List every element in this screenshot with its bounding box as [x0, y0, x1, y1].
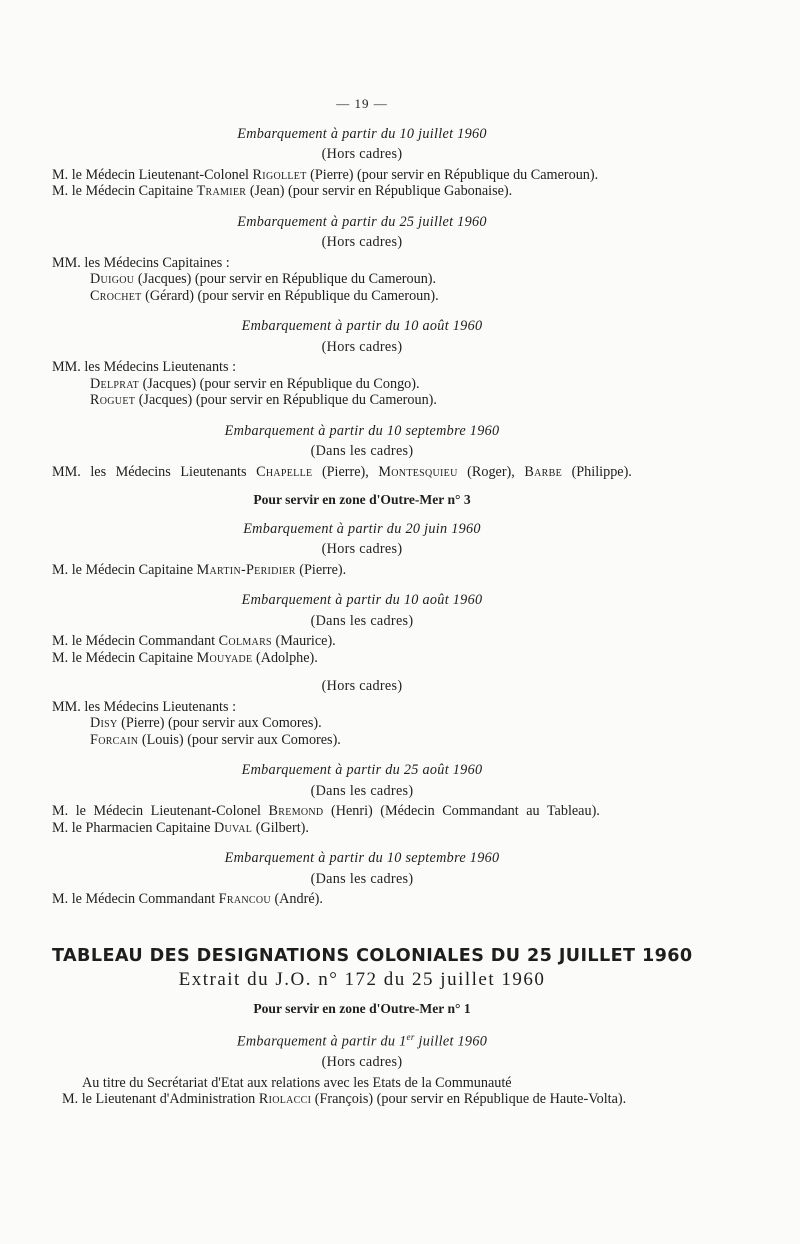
embarkation-heading: Embarquement à partir du 10 août 1960 [241, 318, 483, 334]
surname: Barbe [524, 463, 563, 480]
page-number: — 19 — [336, 96, 388, 111]
assignment-entry: Delprat (Jacques) (pour servir en République du Congo). [90, 375, 420, 392]
assignment-entry: M. le Lieutenant d'Administration Riolacci (François) (pour servir en République de Haute-Volta). [62, 1091, 627, 1108]
surname: Roguet [90, 392, 136, 408]
cadres-label: (Hors cadres) [321, 541, 403, 557]
embarkation-heading: Embarquement à partir du 1er juillet 1960 [236, 1032, 488, 1050]
embarkation-heading: Embarquement à partir du 10 août 1960 [241, 592, 483, 608]
assignment-entry: M. le Médecin Commandant Francou (André). [52, 891, 323, 907]
surname: Riolacci [258, 1091, 312, 1108]
embarkation-heading: Embarquement à partir du 25 juillet 1960 [237, 213, 487, 230]
embarkation-heading: Embarquement à partir du 25 août 1960 [241, 762, 483, 778]
embarkation-heading: Embarquement à partir du 20 juin 1960 [243, 520, 481, 537]
surname: Mouyade [196, 649, 253, 666]
surname: Tramier [196, 183, 247, 199]
surname: Colmars [218, 633, 272, 649]
cadres-label: (Hors cadres) [321, 1054, 403, 1071]
embarkation-heading: Embarquement à partir du 10 septembre 1960 [224, 422, 500, 439]
assignment-entry: M. le Médecin Lieutenant-Colonel Bremond (Henri) (Médecin Commandant au Tableau). [52, 803, 600, 819]
assignment-entry: Duigou (Jacques) (pour servir en République du Cameroun). [90, 271, 437, 287]
surname: Duigou [90, 271, 135, 287]
assignment-entry: Roguet (Jacques) (pour servir en République du Cameroun). [90, 392, 437, 408]
cadres-label: (Dans les cadres) [310, 782, 414, 799]
group-intro: MM. les Médecins Lieutenants : [52, 698, 237, 715]
surname: Forcain [90, 731, 139, 748]
assignment-entry: Disy (Pierre) (pour servir aux Comores). [90, 715, 322, 731]
assignment-entry: M. le Pharmacien Capitaine Duval (Gilbert). [52, 819, 309, 836]
tableau-title: TABLEAU DES DESIGNATIONS COLONIALES DU 25 JUILLET 1960 [52, 945, 693, 966]
zone-heading: Pour servir en zone d'Outre-Mer n° 3 [253, 492, 471, 507]
surname: Crochet [90, 287, 142, 304]
assignment-entry: Forcain (Louis) (pour servir aux Comores). [90, 731, 341, 748]
surname: Rigollet [252, 166, 307, 183]
surname: Chapelle [256, 463, 313, 480]
document-page [52, 96, 693, 1108]
surname: Delprat [90, 375, 140, 392]
cadres-label: (Hors cadres) [321, 146, 403, 162]
surname: Francou [218, 891, 271, 907]
assignment-entry: M. le Médecin Lieutenant-Colonel Rigollet (Pierre) (pour servir en République du Cameroun). [52, 166, 599, 183]
assignment-entry: MM. les Médecins Lieutenants Chapelle (Pierre), Montesquieu (Roger), Barbe (Philippe). [52, 463, 632, 480]
extrait-subtitle: Extrait du J.O. n° 172 du 25 juillet 1960 [178, 969, 546, 990]
cadres-label: (Hors cadres) [321, 338, 403, 355]
surname: Bremond [268, 803, 324, 819]
zone-heading: Pour servir en zone d'Outre-Mer n° 1 [253, 1000, 471, 1016]
assignment-entry: M. le Médecin Capitaine Mouyade (Adolphe). [52, 649, 318, 666]
assignment-entry: Crochet (Gérard) (pour servir en République du Cameroun). [90, 287, 439, 304]
cadres-label: (Dans les cadres) [310, 870, 414, 887]
embarkation-heading: Embarquement à partir du 10 juillet 1960 [237, 125, 487, 142]
assignment-entry: M. le Médecin Commandant Colmars (Maurice). [52, 633, 336, 649]
cadres-label: (Hors cadres) [321, 678, 403, 694]
cadres-label: (Hors cadres) [321, 234, 403, 250]
group-intro: MM. les Médecins Lieutenants : [52, 359, 237, 375]
cadres-label: (Dans les cadres) [310, 612, 414, 629]
cadres-label: (Dans les cadres) [310, 443, 414, 459]
context-paragraph: Au titre du Secrétariat d'Etat aux relations avec les Etats de la Communauté [82, 1074, 512, 1091]
surname: Disy [90, 715, 118, 731]
assignment-entry: M. le Médecin Capitaine Martin-Peridier (Pierre). [52, 561, 347, 578]
embarkation-heading: Embarquement à partir du 10 septembre 1960 [224, 850, 500, 866]
group-intro: MM. les Médecins Capitaines : [52, 254, 230, 271]
surname: Montesquieu [378, 463, 458, 480]
surname: Duval [213, 819, 253, 836]
surname: Martin-Peridier [196, 561, 296, 578]
assignment-entry: M. le Médecin Capitaine Tramier (Jean) (pour servir en République Gabonaise). [52, 183, 513, 199]
